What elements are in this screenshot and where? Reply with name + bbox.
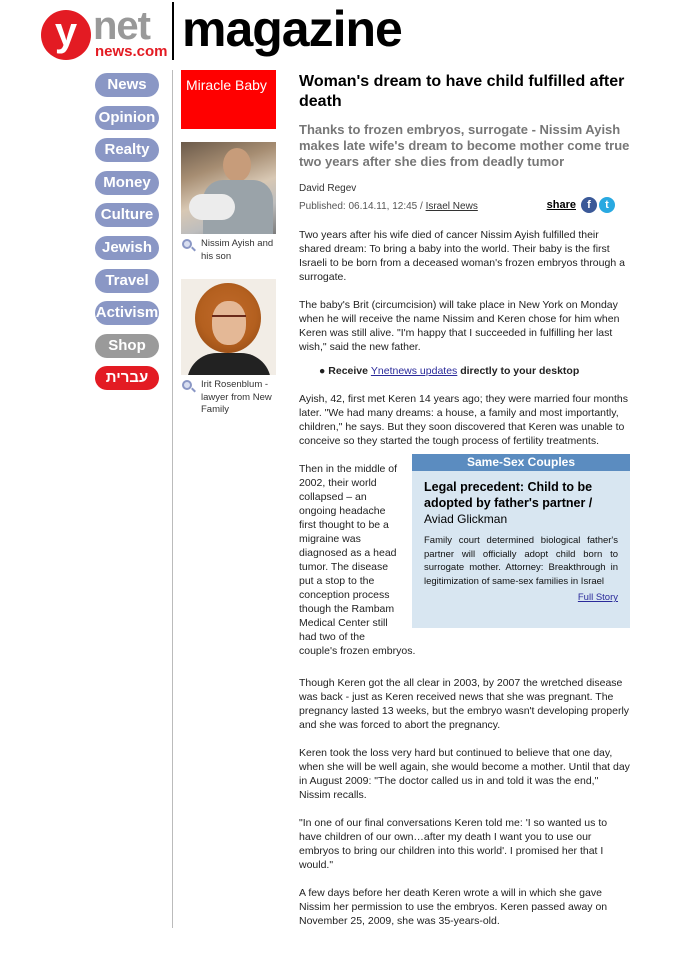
nav-money[interactable]: Money [95, 171, 159, 195]
section-link[interactable]: Israel News [425, 201, 478, 212]
nav-culture[interactable]: Culture [95, 203, 159, 227]
paragraph-4-wrapped: Then in the middle of 2002, their world collapsed – an ongoing headache first thought to be a migraine was diagnosed as a head tumor. The disease put a stop to the conception process though the Rambam Medical Center still had two of the [299, 463, 398, 643]
twitter-icon[interactable]: t [599, 197, 615, 213]
article-subtitle: Thanks to frozen embryos, surrogate - Nissim Ayish makes late wife's dream to become mother come true two years after she dies from deadly tumor [299, 122, 630, 169]
nav-hebrew[interactable]: עברית [95, 366, 159, 390]
publish-date: Published: 06.14.11, 12:45 / [299, 201, 426, 212]
photo1-face [223, 148, 251, 182]
nav-realty[interactable]: Realty [95, 138, 159, 162]
related-story-title[interactable]: Legal precedent: Child to be adopted by father's partner / [424, 480, 593, 510]
photo-father-and-son[interactable] [181, 142, 276, 234]
paragraph-1: Two years after his wife died of cancer Nissim Ayish fulfilled their shared dream: To bring a baby into the world. Their baby is the first Israeli to be born from a deceased woman's frozen embryos through a surrogate. [299, 229, 625, 283]
paragraph-7: "In one of our final conversations Keren told me: 'I so wanted us to have children of our own…after my death I want you to use our embryos to bring our children into this world'. I promised her that I would." [299, 817, 608, 871]
paragraph-4-tail: couple's frozen embryos. [299, 645, 416, 657]
photo2-face [212, 301, 246, 345]
left-nav [95, 73, 161, 399]
photo-lawyer[interactable] [181, 279, 276, 375]
header-divider [172, 2, 174, 60]
nav-news[interactable]: News [95, 73, 159, 97]
nav-activism[interactable]: Activism [95, 301, 159, 325]
photo2-caption [181, 379, 277, 417]
photo1-caption [181, 238, 277, 263]
logo-domain-text: news.com [95, 43, 168, 60]
magnify-icon[interactable] [181, 238, 196, 253]
share-label[interactable]: share [546, 199, 576, 211]
nav-opinion[interactable]: Opinion [95, 106, 159, 130]
paragraph-5: Though Keren got the all clear in 2003, by 2007 the wretched disease was back - just as Keren received news that she was pregnant. The pregnancy lasted 13 weeks, but the embryo wasn't developing properly and she was forced to abort the pregnancy. [299, 677, 630, 731]
publish-row [299, 200, 631, 214]
related-story-summary: Family court determined biological father's partner will officially adopt child born to surrogate mother. Attorney: Breakthrough in legitimization of same-sex families in Israel [424, 535, 618, 587]
photo2-caption-text: Irit Rosenblum - lawyer from New Family [201, 379, 272, 415]
column-divider [172, 70, 173, 928]
photo1-baby [189, 194, 235, 220]
section-title[interactable]: magazine [182, 1, 402, 57]
updates-suffix: directly to your desktop [457, 365, 580, 377]
photo1-caption-text: Nissim Ayish and his son [201, 238, 274, 262]
photo2-shirt [187, 353, 271, 375]
related-story-box [412, 454, 630, 628]
related-box-heading: Same-Sex Couples [412, 454, 630, 471]
miracle-baby-tag[interactable]: Miracle Baby [181, 70, 276, 129]
updates-promo: ● Receive Ynetnews updates directly to your desktop [319, 365, 580, 377]
logo-y-mark: y [41, 10, 91, 60]
photo-sidebar [181, 70, 277, 417]
paragraph-6: Keren took the loss very hard but continued to believe that one day, when she will be well again, she would become a mother. Until that day in August 2009: "The doctor called us in and told it was the end," Nissim recalls. [299, 747, 630, 801]
share-bar [547, 197, 615, 213]
nav-travel[interactable]: Travel [95, 269, 159, 293]
nav-jewish[interactable]: Jewish [95, 236, 159, 260]
magnify-icon[interactable] [181, 379, 196, 394]
article-title: Woman's dream to have child fulfilled after death [299, 73, 625, 110]
paragraph-8: A few days before her death Keren wrote a will in which she gave Nissim her permission to use the embryos. Keren passed away on November 25, 2009, she was 35-years-old. [299, 887, 608, 927]
article-author: David Regev [299, 183, 357, 194]
paragraph-2: The baby's Brit (circumcision) will take place in New York on Monday when he will receive the name Nissim and Keren chose for him when Keren was still alive. "I'm happy that I succeeded in fulfilling her last wish," said the new father. [299, 299, 620, 353]
ynetnews-updates-link[interactable]: Ynetnews updates [370, 365, 458, 377]
paragraph-3: Ayish, 42, first met Keren 14 years ago; they were married four months later. "We had many dreams: a house, a family and most importantly, children," he says. But they soon discovered that Keren was unable to conceive so they started the tough process of fertility treatments. [299, 393, 628, 447]
site-header [0, 0, 699, 64]
facebook-icon[interactable]: f [581, 197, 597, 213]
wrapped-section [299, 455, 631, 662]
ynetnews-logo[interactable] [41, 6, 167, 60]
nav-shop[interactable]: Shop [95, 334, 159, 358]
article [299, 72, 631, 928]
updates-prefix: Receive [328, 365, 371, 377]
logo-net-text: net [93, 4, 150, 48]
related-story-author: Aviad Glickman [424, 512, 508, 526]
full-story-link[interactable]: Full Story [577, 592, 618, 603]
photo2-glasses [212, 315, 246, 323]
